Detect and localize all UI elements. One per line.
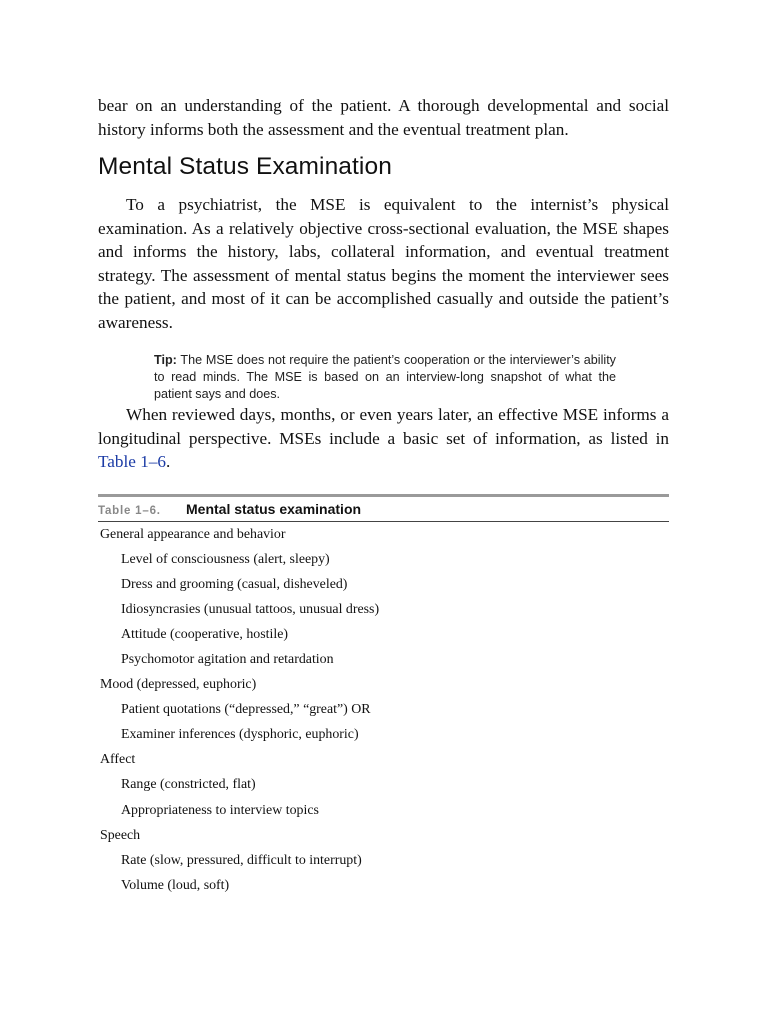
table-item-row: Level of consciousness (alert, sleepy) — [121, 551, 330, 567]
table-item-row: Dress and grooming (casual, disheveled) — [121, 576, 348, 592]
table-number: Table 1–6. — [98, 504, 161, 517]
table-category-row: Mood (depressed, euphoric) — [100, 677, 257, 693]
document-page — [98, 94, 669, 898]
section-heading: Mental Status Examination — [98, 153, 392, 180]
tip-text: The MSE does not require the patient’s cooperation or the interviewer’s ability to read minds. The MSE is based on an interview-long snapshot of what the patient says and does. — [154, 353, 616, 401]
table-item-row: Appropriateness to interview topics — [121, 802, 319, 818]
table-category-row: Speech — [100, 827, 141, 843]
table-item-row: Examiner inferences (dysphoric, euphoric) — [121, 727, 359, 743]
table-rows — [98, 522, 669, 898]
review-text: When reviewed days, months, or even years later, an effective MSE informs a longitudinal perspective. MSEs include a basic set of information, as listed in — [98, 405, 669, 448]
table-item-row: Psychomotor agitation and retardation — [121, 651, 334, 667]
tip-box — [154, 352, 616, 403]
table-category-row: Affect — [100, 752, 136, 768]
table-item-row: Idiosyncrasies (unusual tattoos, unusual dress) — [121, 601, 380, 617]
table-item-row: Volume (loud, soft) — [121, 877, 230, 893]
table-item-row: Range (constricted, flat) — [121, 777, 256, 793]
table-item-row: Attitude (cooperative, hostile) — [121, 626, 289, 642]
review-text-end: . — [166, 452, 171, 471]
table-title — [98, 497, 669, 522]
intro-paragraph: bear on an understanding of the patient. A thorough developmental and social history informs both the assessment and the eventual treatment plan. — [98, 96, 669, 139]
table-reference-link[interactable]: Table 1–6 — [98, 452, 167, 471]
mse-table — [98, 494, 669, 898]
review-paragraph — [98, 403, 669, 474]
mse-paragraph: To a psychiatrist, the MSE is equivalent to the internist’s physical examination. As a relatively objective cross-sectional evaluation, the MSE shapes and informs the history, labs, collateral information, and eventual treatment strategy. The assessment of mental status begins the moment the interviewer sees the patient, and most of it can be accomplished casually and outside the patient’s awareness. — [98, 195, 669, 332]
tip-label: Tip: — [154, 353, 177, 367]
table-item-row: Patient quotations (“depressed,” “great”) OR — [121, 702, 371, 718]
table-caption: Mental status examination — [186, 500, 362, 517]
table-category-row: General appearance and behavior — [100, 526, 286, 542]
table-item-row: Rate (slow, pressured, difficult to interrupt) — [121, 852, 362, 868]
